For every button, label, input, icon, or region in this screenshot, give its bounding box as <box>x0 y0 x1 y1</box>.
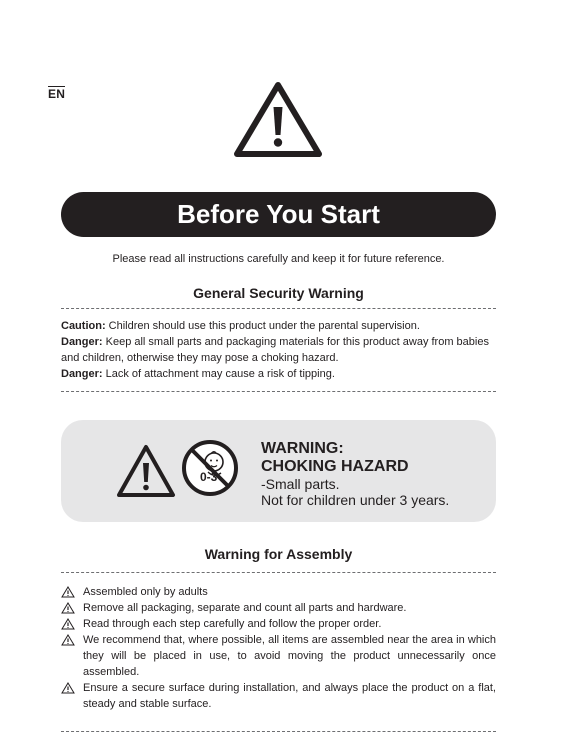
banner-title: Before You Start <box>177 199 380 229</box>
assembly-warning-title: Warning for Assembly <box>204 546 353 562</box>
choking-line2: Not for children under 3 years. <box>261 492 450 508</box>
choking-heading-line1: WARNING: <box>261 440 344 457</box>
list-item <box>61 600 496 616</box>
general-warning-title: General Security Warning <box>193 285 364 301</box>
assembly-warning-list <box>61 584 496 712</box>
danger-item <box>61 334 497 366</box>
danger-text: Lack of attachment may cause a risk of tipping. <box>102 368 335 380</box>
warning-triangle-icon <box>116 444 176 498</box>
danger-item <box>61 366 497 382</box>
caution-text: Children should use this product under the parental supervision. <box>105 320 420 332</box>
list-item <box>61 584 496 600</box>
list-item <box>61 616 496 632</box>
caution-label: Caution: <box>61 320 106 332</box>
divider <box>61 572 496 573</box>
divider <box>61 731 496 732</box>
age-label: 0-3 <box>200 470 218 484</box>
list-item-text: We recommend that, where possible, all items are assembled near the area in which they will be placed in use, to avoid moving the product unnecessarily once assembled. <box>83 634 496 678</box>
danger-label: Danger: <box>61 336 103 348</box>
divider <box>61 308 496 309</box>
divider <box>61 391 496 392</box>
list-item-text: Assembled only by adults <box>83 586 208 598</box>
intro-text: Please read all instructions carefully and keep it for future reference. <box>112 253 445 265</box>
danger-label: Danger: <box>61 368 103 380</box>
language-tag: EN <box>48 87 66 101</box>
list-item-text: Ensure a secure surface during installation, and always place the product on a flat, steady and stable surface. <box>83 682 496 710</box>
warning-triangle-icon <box>233 80 323 158</box>
warning-triangle-icon <box>61 682 75 694</box>
list-item-text: Remove all packaging, separate and count all parts and hardware. <box>83 602 407 614</box>
general-warning-list <box>61 318 497 382</box>
list-item-text: Read through each step carefully and follow the proper order. <box>83 618 382 630</box>
choking-hazard-box <box>61 420 496 522</box>
danger-text: Keep all small parts and packaging materials for this product away from babies and children, otherwise they may pose a choking hazard. <box>61 336 489 364</box>
warning-triangle-icon <box>61 586 75 598</box>
warning-triangle-icon <box>61 618 75 630</box>
no-children-under-3-icon <box>181 439 239 497</box>
list-item <box>61 632 496 680</box>
caution-item <box>61 318 497 334</box>
warning-triangle-icon <box>61 602 75 614</box>
list-item <box>61 680 496 712</box>
title-banner <box>61 192 496 237</box>
choking-warning-text <box>261 440 449 508</box>
choking-heading-line2: CHOKING HAZARD <box>261 458 409 475</box>
choking-line1: -Small parts. <box>261 476 340 492</box>
warning-triangle-icon <box>61 634 75 646</box>
